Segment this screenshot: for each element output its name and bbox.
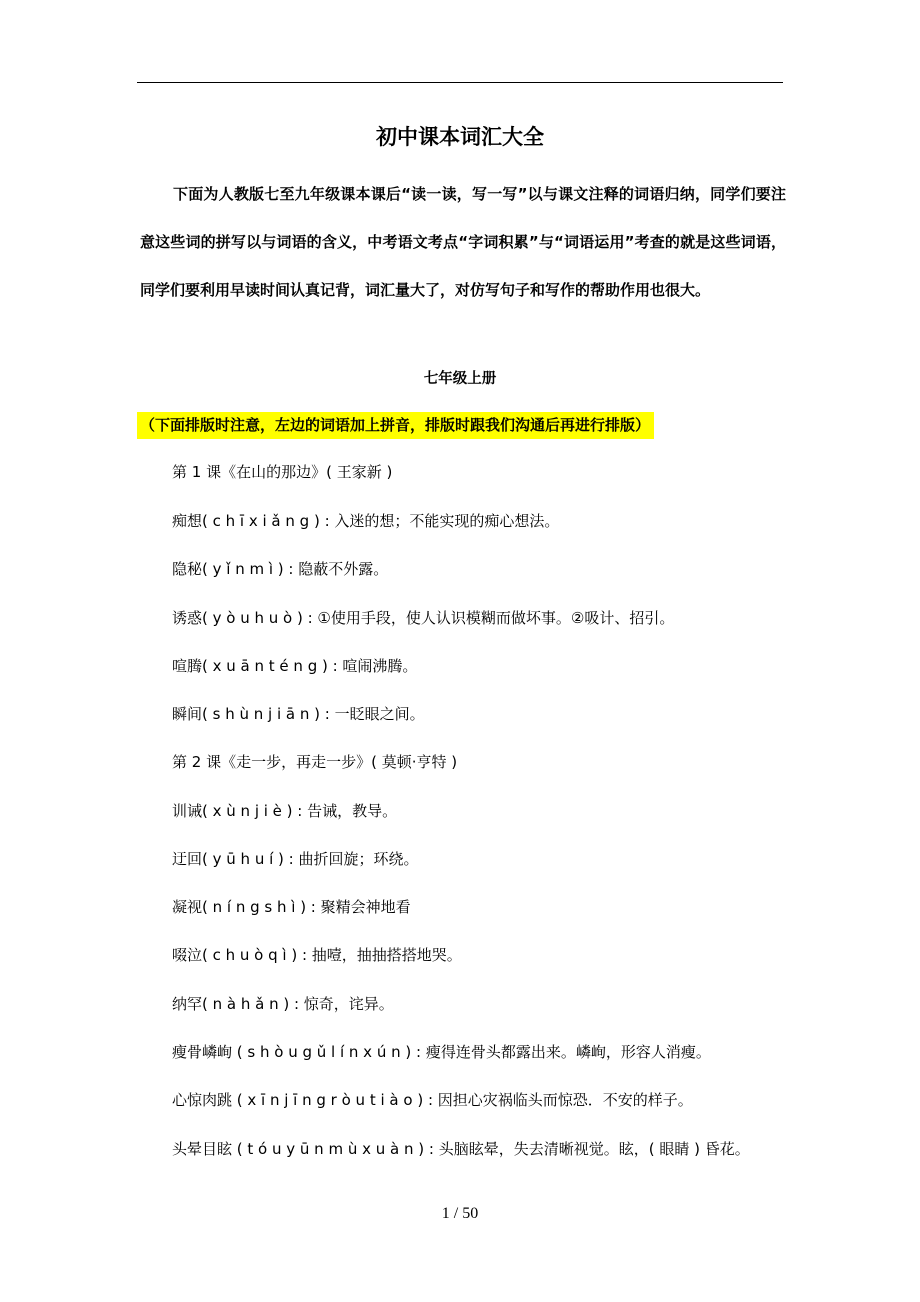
vocab-entry: 瞬间( s h ù n j i ā n ) : 一眨眼之间。: [172, 705, 425, 723]
page-number: 1 / 50: [441, 1205, 479, 1222]
vocab-entry: 心惊肉跳 ( x ī n j ī n g r ò u t i à o ) : 因担心灾祸临头而惊恐．不安的样子。: [172, 1091, 693, 1109]
vocab-entry: 迂回( y ū h u í ) : 曲折回旋；环绕。: [172, 850, 419, 868]
page-title: 初中课本词汇大全: [376, 125, 544, 149]
vocab-entry: 纳罕( n à h ǎ n ) : 惊奇，诧异。: [172, 995, 394, 1013]
vocab-entry: 瘦骨嶙峋 ( s h ò u g ǔ l í n x ú n ) : 瘦得连骨头都露出来。嶙峋，形容人消瘦。: [172, 1043, 711, 1061]
vocab-entry: 痴想( c h ī x i ǎ n g ) : 入迷的想；不能实现的痴心想法。: [172, 512, 560, 530]
vocab-entry: 诱惑( y ò u h u ò ) : ①使用手段，使人认识模糊而做坏事。②吸计、招引。: [172, 609, 675, 627]
vocab-entry: 头晕目眩 ( t ó u y ū n m ù x u à n ) : 头脑眩晕，失去清晰视觉。眩，( 眼睛 ) 昏花。: [172, 1140, 750, 1158]
vocab-entry: 训诫( x ù n j i è ) : 告诫，教导。: [172, 802, 398, 820]
vocab-entry: 凝视( n í n g s h ì ) : 聚精会神地看: [172, 898, 411, 916]
vocab-entry: 喧腾( x u ā n t é n g ) : 喧闹沸腾。: [172, 657, 418, 675]
highlight-note: （下面排版时注意，左边的词语加上拼音，排版时跟我们沟通后再进行排版）: [137, 412, 654, 439]
intro-paragraph: 下面为人教版七至九年级课本课后“读一读，写一写”以与课文注释的词语归纳，同学们要注意这些词的拼写以与词语的含义，中考语文考点“字词积累”与“词语运用”考查的就是这些词语，同学们要利用早读时间认真记背，词汇量大了，对仿写句子和写作的帮助作用也很大。: [140, 185, 786, 299]
vocab-entry: 隐秘( y ǐ n m ì ) : 隐蔽不外露。: [172, 560, 389, 578]
lesson-heading: 第 2 课《走一步，再走一步》( 莫顿·亨特 ): [172, 753, 458, 771]
header-rule: [137, 82, 783, 83]
lesson-heading: 第 1 课《在山的那边》( 王家新 ): [172, 463, 393, 481]
vocab-entry: 啜泣( c h u ò q ì ) : 抽噎，抽抽搭搭地哭。: [172, 946, 462, 964]
section-heading: 七年级上册: [423, 371, 497, 387]
